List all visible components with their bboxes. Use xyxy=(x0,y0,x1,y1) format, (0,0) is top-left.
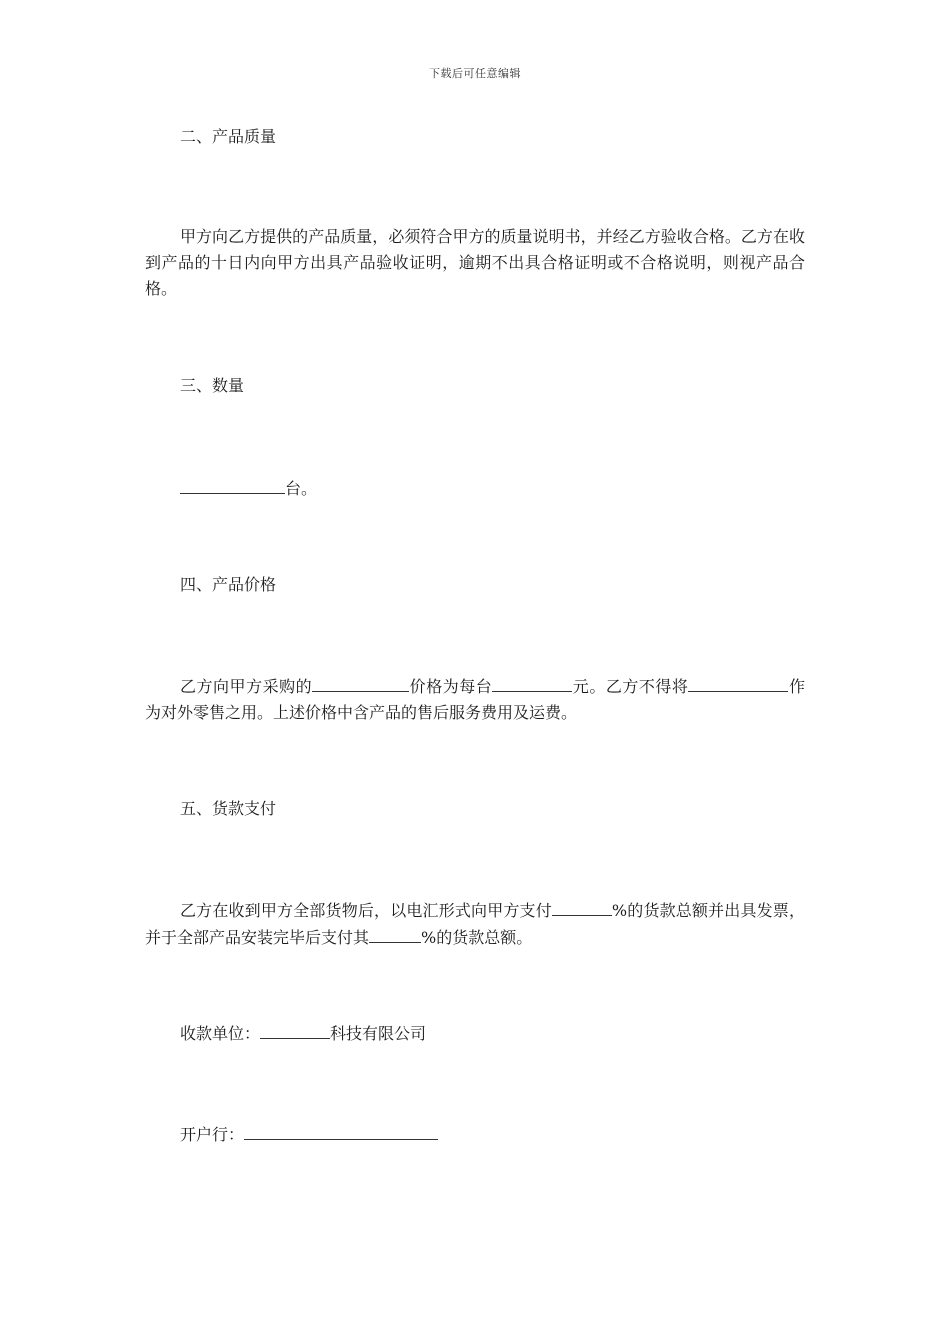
page-header: 下载后可任意编辑 xyxy=(429,67,521,80)
section-heading-payment: 五、货款支付 xyxy=(180,799,277,818)
payee-blank[interactable] xyxy=(260,1020,330,1039)
price-text-2: 价格为每台 xyxy=(409,677,493,696)
final-payment-percent-blank[interactable] xyxy=(369,924,421,943)
payee-label: 收款单位： xyxy=(180,1024,261,1043)
product-blank[interactable] xyxy=(312,673,409,692)
quantity-unit: 台。 xyxy=(285,479,318,498)
bank-label: 开户行： xyxy=(180,1125,245,1144)
price-text-1: 乙方向甲方采购的 xyxy=(180,677,313,696)
restricted-item-blank-2[interactable] xyxy=(774,673,788,692)
restricted-item-blank-1[interactable] xyxy=(688,673,774,692)
payment-text-2: %的货款总额并出具发票，并于全部产品安装完毕后支付其 xyxy=(145,901,805,947)
section-heading-quantity: 三、数量 xyxy=(180,376,245,395)
section-body-price xyxy=(145,673,805,726)
quantity-line xyxy=(145,475,805,502)
payee-suffix: 科技有限公司 xyxy=(330,1024,427,1043)
section-heading-price: 四、产品价格 xyxy=(180,575,277,594)
first-payment-percent-blank[interactable] xyxy=(552,897,612,916)
section-body-payment xyxy=(145,897,805,951)
payment-text-3: %的货款总额。 xyxy=(421,928,533,947)
bank-line xyxy=(145,1121,805,1148)
quantity-blank[interactable] xyxy=(180,475,285,494)
price-text-3: 元。乙方不得将 xyxy=(572,677,689,696)
bank-blank[interactable] xyxy=(244,1121,438,1140)
payment-text-1: 乙方在收到甲方全部货物后，以电汇形式向甲方支付 xyxy=(180,901,552,920)
section-body-quality: 甲方向乙方提供的产品质量，必须符合甲方的质量说明书，并经乙方验收合格。乙方在收到产品的十日内向甲方出具产品验收证明，逾期不出具合格证明或不合格说明，则视产品合格。 xyxy=(145,227,805,298)
unit-price-blank[interactable] xyxy=(492,673,572,692)
price-text-4: 作为对外零售之用。上述价格中含产品的售后服务费用及运费。 xyxy=(145,677,805,722)
payee-line xyxy=(145,1020,805,1047)
section-heading-quality: 二、产品质量 xyxy=(180,127,277,146)
